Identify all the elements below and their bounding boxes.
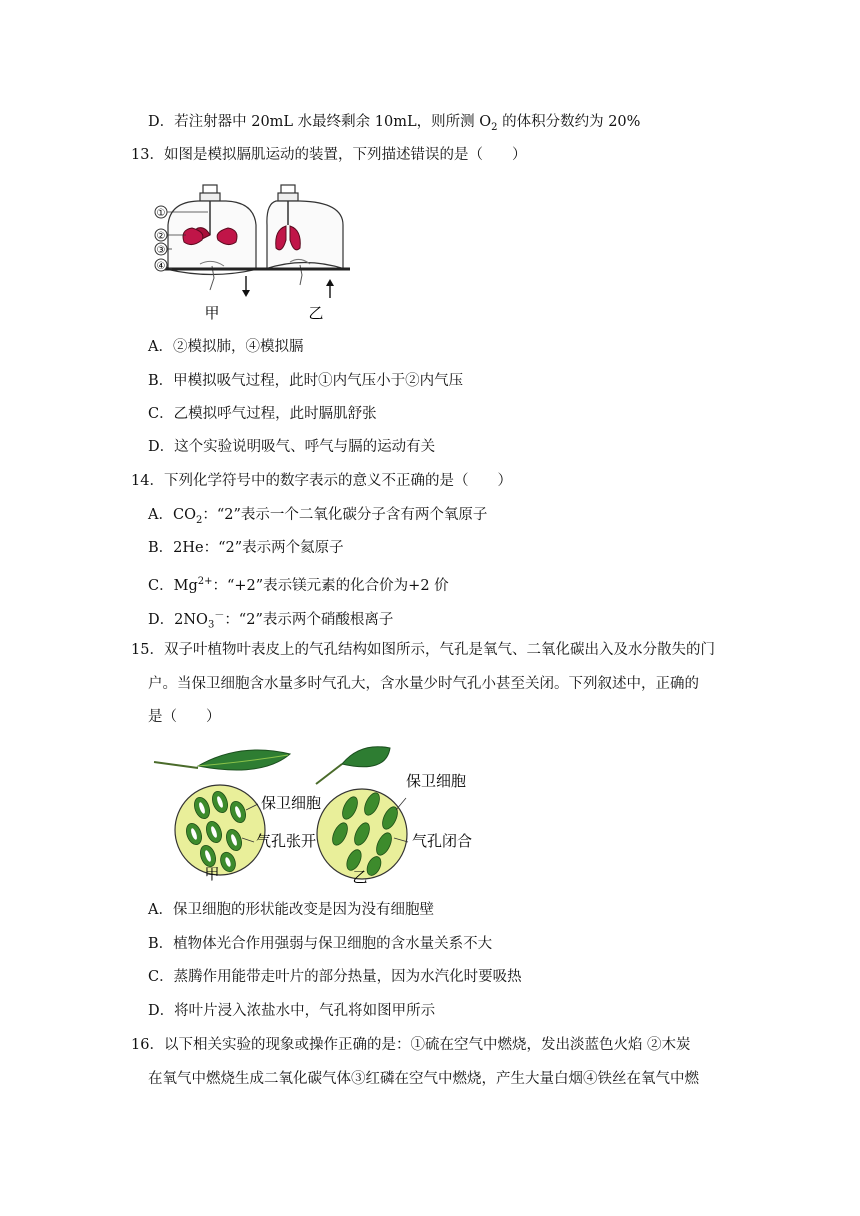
q15-option-b: B．植物体光合作用强弱与保卫细胞的含水量关系不大 [148, 936, 493, 952]
label-guard-cell-left: 保卫细胞 [261, 794, 322, 812]
figure-label-jia: 甲 [204, 865, 220, 883]
figure-label-yi: 乙 [308, 304, 324, 322]
q13-option-a: A．②模拟肺，④模拟膈 [148, 339, 304, 355]
stomata-closed-circle [317, 789, 408, 879]
leaf-left [154, 750, 290, 770]
marker-2: ② [156, 231, 166, 242]
q15-option-a: A．保卫细胞的形状能改变是因为没有细胞壁 [148, 902, 434, 918]
q14-option-a: A．$CO_2$：“2”表示一个二氧化碳分子含有两个氧原子 [148, 507, 488, 526]
marker-1: ① [156, 208, 166, 219]
q12-option-d: D．若注射器中 20mL 水最终剩余 10mL，则所测 $O_2$ 的体积分数约为 20% [148, 114, 641, 133]
figure-label-yi: 乙 [352, 868, 368, 886]
q13-option-b: B．甲模拟吸气过程，此时①内气压小于②内气压 [148, 373, 464, 389]
leaf-right [316, 747, 390, 784]
q13-stem: 13．如图是模拟膈肌运动的装置，下列描述错误的是（ ） [131, 147, 527, 163]
label-stomata-open: 气孔张开 [256, 832, 317, 850]
q15-stem-line-1: 15．双子叶植物叶表皮上的气孔结构如图所示，气孔是氧气、二氧化碳出入及水分散失的门 [131, 642, 715, 658]
diaphragm-model-figure [150, 180, 360, 325]
q14-option-d: D．$2NO_3^-$：“2”表示两个硝酸根离子 [148, 610, 394, 631]
q15-option-c: C．蒸腾作用能带走叶片的部分热量，因为水汽化时要吸热 [148, 969, 522, 985]
stomata-open-circle [175, 785, 265, 875]
q15-option-d: D．将叶片浸入浓盐水中，气孔将如图甲所示 [148, 1003, 436, 1019]
label-stomata-closed: 气孔闭合 [412, 832, 473, 850]
q13-option-c: C．乙模拟呼气过程，此时膈肌舒张 [148, 406, 377, 422]
jar-left [162, 185, 262, 297]
q15-stem-line-2: 户。当保卫细胞含水量多时气孔大，含水量少时气孔小甚至关闭。下列叙述中，正确的 [148, 676, 699, 692]
q14-stem: 14．下列化学符号中的数字表示的意义不正确的是（ ） [131, 473, 512, 489]
q13-option-d: D．这个实验说明吸气、呼气与膈的运动有关 [148, 439, 436, 455]
q14-option-c: C．$Mg^{2+}$：“+2”表示镁元素的化合价为+2 价 [148, 576, 449, 594]
marker-3: ③ [156, 245, 166, 256]
jar-right [260, 185, 350, 298]
q16-stem-line-2: 在氧气中燃烧生成二氧化碳气体③红磷在空气中燃烧，产生大量白烟④铁丝在氧气中燃 [148, 1071, 699, 1087]
label-guard-cell-right: 保卫细胞 [406, 772, 467, 790]
marker-4: ④ [156, 261, 166, 272]
q15-stem-line-3: 是（ ） [148, 709, 221, 725]
q16-stem-line-1: 16．以下相关实验的现象或操作正确的是：①硫在空气中燃烧，发出淡蓝色火焰 ②木炭 [131, 1037, 691, 1053]
q14-option-b: B．2He：“2”表示两个氦原子 [148, 540, 344, 556]
stomata-figure [150, 742, 490, 887]
figure-label-jia: 甲 [204, 304, 220, 322]
